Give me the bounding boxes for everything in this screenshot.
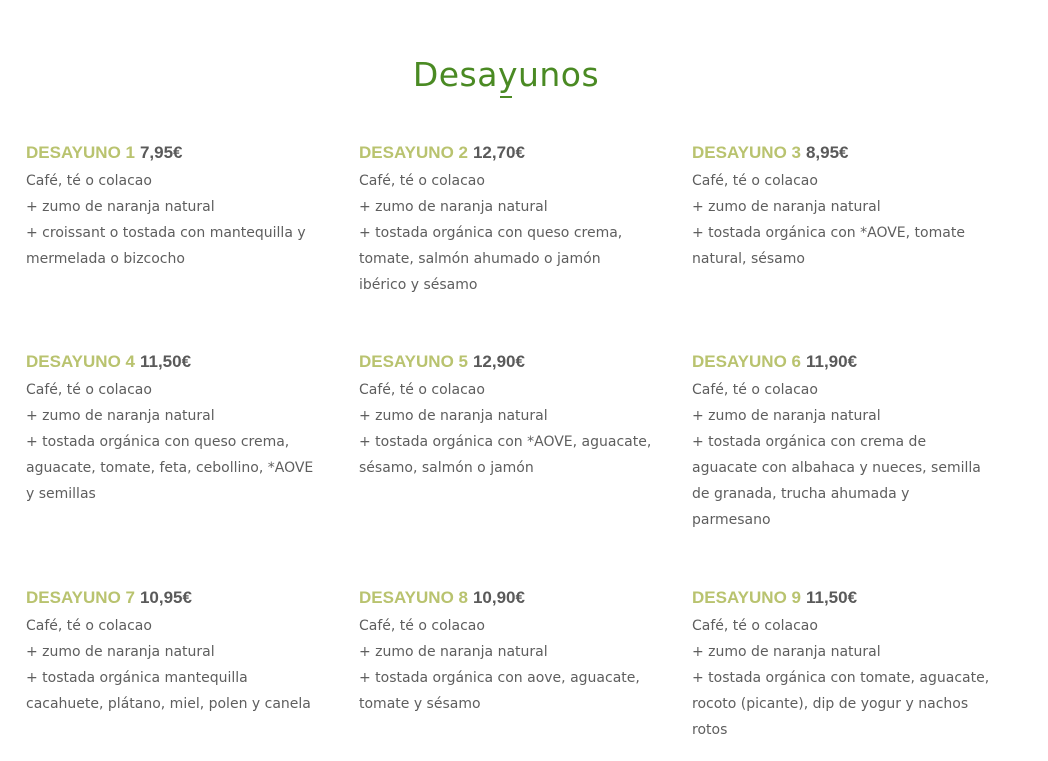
item-description-line: + tostada orgánica con crema de	[692, 434, 927, 450]
item-description-line: + zumo de naranja natural	[26, 644, 215, 660]
title-divider	[500, 96, 512, 98]
item-price: 7,95€	[139, 143, 183, 162]
item-heading	[692, 140, 992, 166]
item-price: 11,90€	[805, 352, 858, 371]
item-description-line: + zumo de naranja natural	[26, 408, 215, 424]
item-description-line: sésamo, salmón o jamón	[359, 460, 534, 476]
item-description-line: Café, té o colacao	[26, 173, 152, 189]
item-description-line: + croissant o tostada con mantequilla y	[26, 225, 306, 241]
item-description-line: + tostada orgánica con aove, aguacate,	[359, 670, 640, 686]
item-price: 11,50€	[805, 588, 858, 607]
menu-item-desayuno-3	[692, 140, 992, 272]
item-description-line: aguacate con albahaca y nueces, semilla	[692, 460, 981, 476]
item-description-line: aguacate, tomate, feta, cebollino, *AOVE	[26, 460, 314, 476]
item-description-line: + tostada orgánica con *AOVE, aguacate,	[359, 434, 652, 450]
item-description	[692, 168, 992, 272]
item-description-line: rotos	[692, 722, 728, 738]
item-description-line: tomate, salmón ahumado o jamón	[359, 251, 601, 267]
menu-item-desayuno-2	[359, 140, 659, 298]
item-description-line: Café, té o colacao	[692, 382, 818, 398]
item-description-line: + tostada orgánica con queso crema,	[359, 225, 623, 241]
item-description	[26, 377, 326, 507]
item-description-line: tomate y sésamo	[359, 696, 481, 712]
menu-item-desayuno-6	[692, 349, 992, 533]
item-description-line: Café, té o colacao	[692, 618, 818, 634]
item-description-line: + zumo de naranja natural	[692, 199, 881, 215]
item-name: DESAYUNO 6	[692, 352, 801, 371]
item-description-line: parmesano	[692, 512, 771, 528]
item-heading	[26, 349, 326, 375]
item-heading	[359, 140, 659, 166]
menu-item-desayuno-4	[26, 349, 326, 507]
item-description	[359, 613, 659, 717]
page-title: Desayunos	[412, 55, 600, 95]
item-description-line: + tostada orgánica con tomate, aguacate,	[692, 670, 990, 686]
item-description	[692, 377, 992, 533]
item-heading	[359, 349, 659, 375]
item-name: DESAYUNO 9	[692, 588, 801, 607]
item-price: 12,70€	[472, 143, 525, 162]
item-description-line: Café, té o colacao	[26, 382, 152, 398]
item-description-line: + zumo de naranja natural	[359, 644, 548, 660]
item-description-line: mermelada o bizcocho	[26, 251, 185, 267]
menu-item-desayuno-5	[359, 349, 659, 481]
item-price: 10,90€	[472, 588, 525, 607]
item-description-line: Café, té o colacao	[359, 382, 485, 398]
item-description-line: Café, té o colacao	[359, 173, 485, 189]
item-description-line: Café, té o colacao	[359, 618, 485, 634]
item-heading	[359, 585, 659, 611]
item-description	[692, 613, 992, 743]
item-description-line: + zumo de naranja natural	[359, 199, 548, 215]
item-description	[26, 168, 326, 272]
item-name: DESAYUNO 1	[26, 143, 135, 162]
item-name: DESAYUNO 2	[359, 143, 468, 162]
item-heading	[26, 585, 326, 611]
item-name: DESAYUNO 4	[26, 352, 135, 371]
item-description-line: + tostada orgánica con queso crema,	[26, 434, 290, 450]
item-price: 12,90€	[472, 352, 525, 371]
item-heading	[692, 349, 992, 375]
item-description-line: cacahuete, plátano, miel, polen y canela	[26, 696, 311, 712]
menu-item-desayuno-1	[26, 140, 326, 272]
item-description-line: y semillas	[26, 486, 96, 502]
item-name: DESAYUNO 5	[359, 352, 468, 371]
item-heading	[26, 140, 326, 166]
item-description	[359, 377, 659, 481]
item-description	[26, 613, 326, 717]
item-description-line: + zumo de naranja natural	[692, 408, 881, 424]
item-description-line: rocoto (picante), dip de yogur y nachos	[692, 696, 969, 712]
menu-item-desayuno-9	[692, 585, 992, 743]
item-description-line: + tostada orgánica mantequilla	[26, 670, 248, 686]
item-description-line: + zumo de naranja natural	[26, 199, 215, 215]
item-description-line: ibérico y sésamo	[359, 277, 478, 293]
item-name: DESAYUNO 7	[26, 588, 135, 607]
item-name: DESAYUNO 3	[692, 143, 801, 162]
item-description-line: + zumo de naranja natural	[692, 644, 881, 660]
item-description-line: Café, té o colacao	[692, 173, 818, 189]
item-name: DESAYUNO 8	[359, 588, 468, 607]
item-description-line: Café, té o colacao	[26, 618, 152, 634]
item-description-line: natural, sésamo	[692, 251, 805, 267]
item-description-line: + tostada orgánica con *AOVE, tomate	[692, 225, 965, 241]
menu-item-desayuno-8	[359, 585, 659, 717]
item-price: 8,95€	[805, 143, 849, 162]
item-price: 10,95€	[139, 588, 192, 607]
item-description-line: de granada, trucha ahumada y	[692, 486, 910, 502]
item-heading	[692, 585, 992, 611]
item-price: 11,50€	[139, 352, 192, 371]
item-description	[359, 168, 659, 298]
menu-item-desayuno-7	[26, 585, 326, 717]
item-description-line: + zumo de naranja natural	[359, 408, 548, 424]
